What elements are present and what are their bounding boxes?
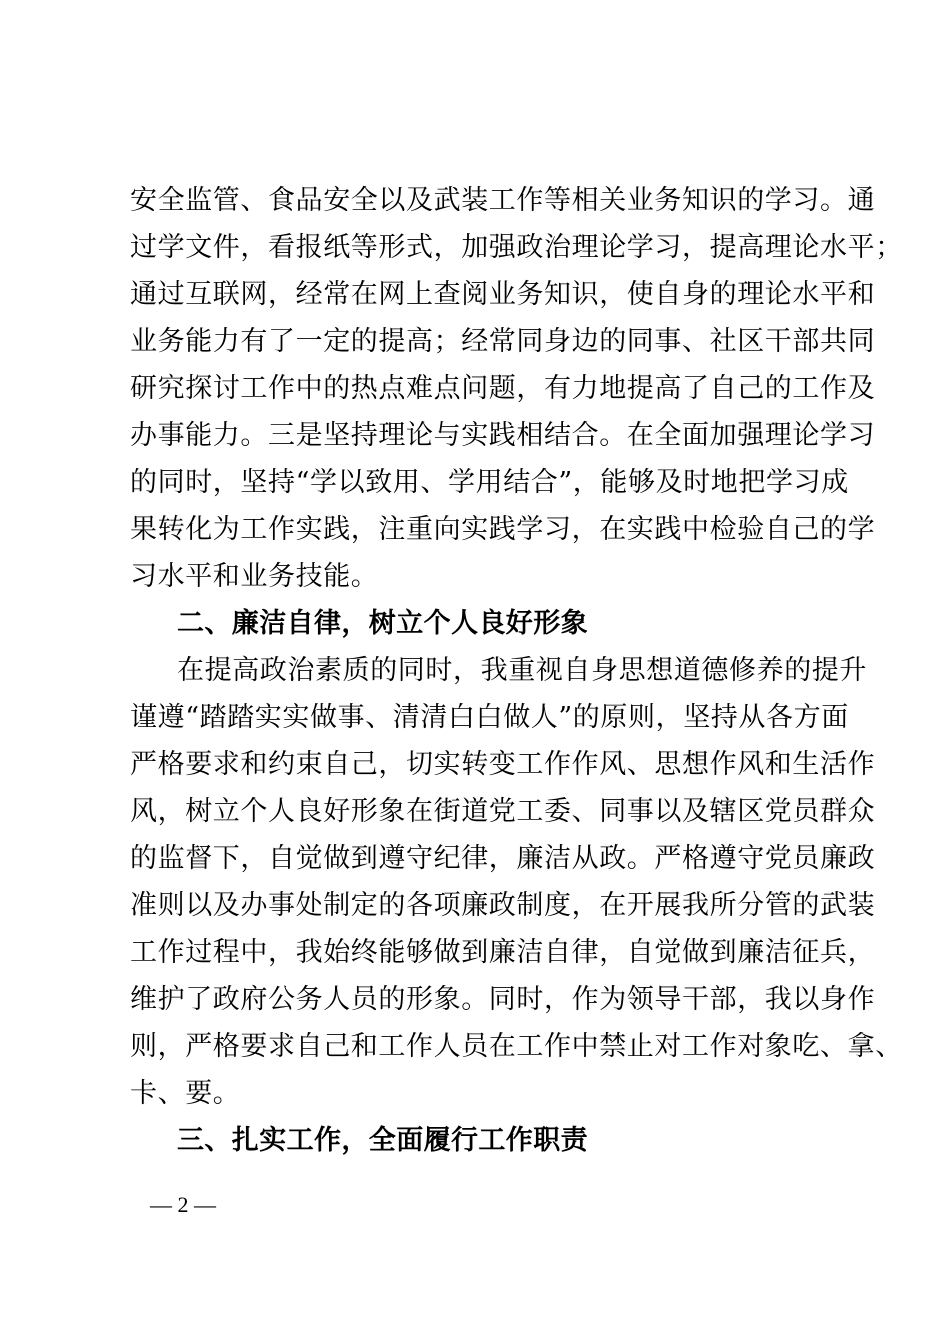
body-text-line: 通过互联网，经常在网上查阅业务知识，使自身的理论水平和: [130, 279, 876, 310]
section-heading-2: 二、廉洁自律，树立个人良好形象: [177, 608, 588, 639]
body-text-line: 准则以及办事处制定的各项廉政制度，在开展我所分管的武装: [130, 890, 876, 921]
body-text-line: 业务能力有了一定的提高；经常同身边的同事、社区干部共同: [130, 326, 876, 357]
page-number: — 2 —: [150, 1192, 216, 1217]
section-heading-3: 三、扎实工作，全面履行工作职责: [177, 1125, 588, 1156]
body-text-line: 工作过程中，我始终能够做到廉洁自律，自觉做到廉洁征兵，: [130, 937, 876, 968]
body-text-line: 习水平和业务技能。: [130, 561, 379, 592]
body-text-line: 安全监管、食品安全以及武装工作等相关业务知识的学习。通: [130, 185, 876, 216]
body-text-line: 严格要求和约束自己，切实转变工作作风、思想作风和生活作: [130, 749, 876, 780]
body-text-line: 风，树立个人良好形象在街道党工委、同事以及辖区党员群众: [130, 796, 876, 827]
body-text-line: 维护了政府公务人员的形象。同时，作为领导干部，我以身作: [130, 984, 876, 1015]
body-text-line: 的监督下，自觉做到遵守纪律，廉洁从政。严格遵守党员廉政: [130, 843, 876, 874]
body-text-line: 在提高政治素质的同时，我重视自身思想道德修养的提升: [177, 655, 867, 686]
body-text-line: 的同时，坚持“学以致用、学用结合”，能够及时地把学习成: [130, 467, 849, 498]
body-text-line: 则，严格要求自己和工作人员在工作中禁止对工作对象吃、拿、: [130, 1031, 903, 1062]
body-text-line: 研究探讨工作中的热点难点问题，有力地提高了自己的工作及: [130, 373, 876, 404]
body-text-line: 办事能力。三是坚持理论与实践相结合。在全面加强理论学习: [130, 420, 876, 451]
body-text-line: 过学文件，看报纸等形式，加强政治理论学习，提高理论水平；: [130, 232, 903, 263]
body-text-line: 谨遵“踏踏实实做事、清清白白做人”的原则，坚持从各方面: [130, 702, 849, 733]
body-text-line: 卡、要。: [130, 1078, 241, 1109]
body-text-line: 果转化为工作实践，注重向实践学习，在实践中检验自己的学: [130, 514, 876, 545]
